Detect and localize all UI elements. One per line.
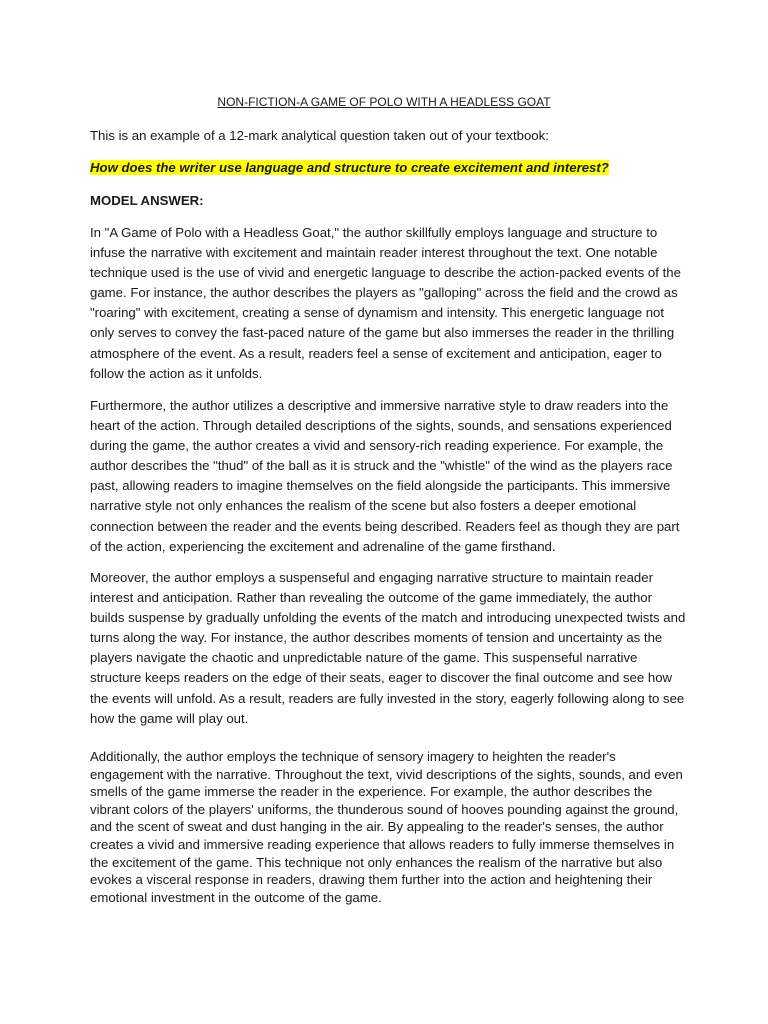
paragraph-4: Additionally, the author employs the technique of sensory imagery to heighten the reader's engagement with the narrative. Throughout the text, vivid descriptions of the sights, sounds, and even smells of the game immerse the reader in the experience. For example, the author describes the vibrant colors of the players' uniforms, the thunderous sound of hooves pounding against the ground, and the scent of sweat and dust hanging in the air. By appealing to the reader's senses, the author creates a vivid and immersive reading experience that allows readers to fully immerse themselves in the excitement of the game. This technique not only enhances the realism of the narrative but also evokes a visceral response in readers, drawing them further into the action and heightening their emotional investment in the outcome of the game. [90, 749, 683, 905]
intro-text: This is an example of a 12-mark analytical question taken out of your textbook: [90, 128, 549, 143]
model-answer-heading: MODEL ANSWER: [90, 193, 204, 208]
question-line [90, 158, 690, 178]
document-title: NON-FICTION-A GAME OF POLO WITH A HEADLESS GOAT [217, 95, 551, 109]
paragraph-1: In "A Game of Polo with a Headless Goat," the author skillfully employs language and structure to infuse the narrative with excitement and maintain reader interest throughout the text. One notable technique used is the use of vivid and energetic language to describe the action-packed events of the game. For instance, the author describes the players as "galloping" across the field and the crowd as "roaring" with excitement, creating a sense of dynamism and intensity. This energetic language not only serves to convey the fast-paced nature of the game but also immerses the reader in the thrilling atmosphere of the event. As a result, readers feel a sense of excitement and anticipation, eager to follow the action as it unfolds. [90, 225, 681, 381]
paragraph-2: Furthermore, the author utilizes a descriptive and immersive narrative style to draw readers into the heart of the action. Through detailed descriptions of the sights, sounds, and sensations experienced during the game, the author creates a vivid and sensory-rich reading experience. For example, the author describes the "thud" of the ball as it is struck and the "whistle" of the wind as the players race past, allowing readers to imagine themselves on the field alongside the participants. This immersive narrative style not only enhances the realism of the scene but also fosters a deeper emotional connection between the reader and the events being described. Readers feel as though they are part of the action, experiencing the excitement and adrenaline of the game firsthand. [90, 398, 680, 554]
highlighted-question: How does the writer use language and structure to create excitement and interest? [90, 160, 609, 175]
paragraph-3: Moreover, the author employs a suspenseful and engaging narrative structure to maintain reader interest and anticipation. Rather than revealing the outcome of the game immediately, the author builds suspense by gradually unfolding the events of the match and introducing unexpected twists and turns along the way. For instance, the author describes moments of tension and uncertainty as the players navigate the chaotic and unpredictable nature of the game. This suspenseful narrative structure keeps readers on the edge of their seats, eager to discover the final outcome and see how the events will unfold. As a result, readers are fully invested in the story, eagerly following along to see how the game will play out. [90, 570, 686, 726]
